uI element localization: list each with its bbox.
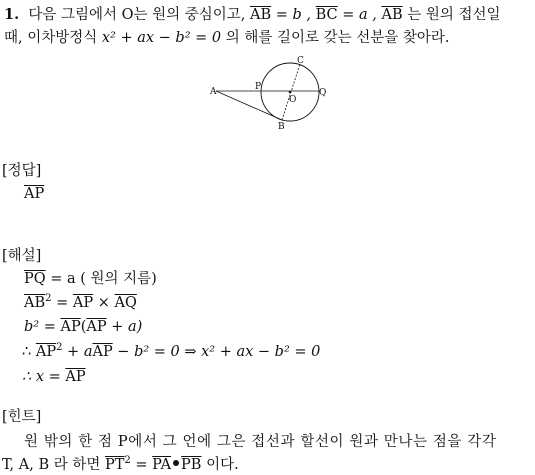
line3-close: + a) [106,319,143,335]
therefore-1: ∴ [22,344,36,360]
segment-ap-5: $\overline{AP}$ [92,344,113,360]
segment-ab-2: $\overline{AB}$ [381,7,403,23]
answer-header: [정답] [2,163,42,179]
explanation-line-4: ∴ $\overline{AP}^2 + a\overline{AP} - b^2 = 0$ ⇒ x² + ax − b² = 0 [22,342,321,360]
explanation-line-1 [24,270,157,288]
hint-line-2: T, A, B 라 하면 $\overline{PT}^2 = \overline{PA}$ $\overline{PB}$ 이다. [2,455,239,473]
problem-equation: x² + ax − b² = 0 [101,30,222,46]
segment-ap: $\overline{AP}$ [72,295,94,311]
geometry-figure [205,55,335,135]
line2-times: × [93,295,115,311]
tangent-a-b [216,91,282,120]
hint-line-2-pre: T, A, B 라 하면 [2,457,101,473]
problem-line-2 [4,29,450,47]
problem-text-2b: 의 해를 길이로 갖는 선분을 찾아라. [225,30,450,46]
segment-ap-3: $\overline{AP}$ [86,319,107,335]
problem-text-1a: 다음 그림에서 O는 원의 중심이고, [28,7,246,23]
segment-pa: $\overline{PA}$ [152,457,172,473]
problem-number: 1. [4,6,20,23]
problem-text-1b: 는 원의 접선일 [407,7,501,23]
eq-a: = a , [342,7,377,23]
line4-rest: − b² = 0 ⇒ x² + ax − b² = 0 [112,344,321,360]
hint-line-2-post: 이다. [206,457,239,473]
point-o [289,91,292,94]
line3-open: ( [80,319,87,335]
line4-mid: + a [62,344,93,360]
problem-text-2a: 때, 이차방정식 [4,30,98,46]
label-c: C [297,56,304,66]
problem-line-1 [4,6,501,24]
label-p: P [255,82,262,92]
explanation-line-5 [22,368,86,386]
line3-lhs: b² = [24,319,61,335]
explanation-header: [해설] [2,248,42,264]
segment-pq: $\overline{PQ}$ [24,271,46,287]
therefore-2: ∴ x = [22,369,66,385]
segment-ab: $\overline{AB}$ [250,7,272,23]
segment-ap-6: $\overline{AP}$ [65,369,86,385]
hint-eq: = [130,457,153,473]
label-o: O [289,95,297,105]
explanation-line-3 [24,318,142,336]
answer-line [24,185,44,203]
eq-b: = b , [275,7,312,23]
line1-rest: = a ( 원의 지름) [50,271,157,287]
label-a: A [210,87,217,97]
segment-bc: $\overline{BC}$ [315,7,338,23]
segment-pt: $\overline{PT}$ [104,457,125,473]
explanation-line-2: $\overline{AB}^2 = \overline{AP} \times \overline{AQ}$ [24,293,137,311]
segment-ap-4: $\overline{AP}$ [35,344,57,360]
hint-line-1: 원 밖의 한 점 P에서 그 언에 그은 접선과 할선이 원과 만나는 점을 각각 [24,434,497,450]
bullet-icon [173,460,179,466]
line2-eq: = [56,295,73,311]
segment-aq: $\overline{AQ}$ [114,295,137,311]
answer-segment: $\overline{AP}$ [24,186,45,202]
label-q: Q [319,88,327,98]
segment-ap-2: $\overline{AP}$ [60,319,81,335]
label-b: B [278,122,285,132]
segment-pb: $\overline{PB}$ [181,457,202,473]
segment-ab-sq: $\overline{AB}$ [24,295,46,311]
hint-header: [힌트] [2,409,42,425]
